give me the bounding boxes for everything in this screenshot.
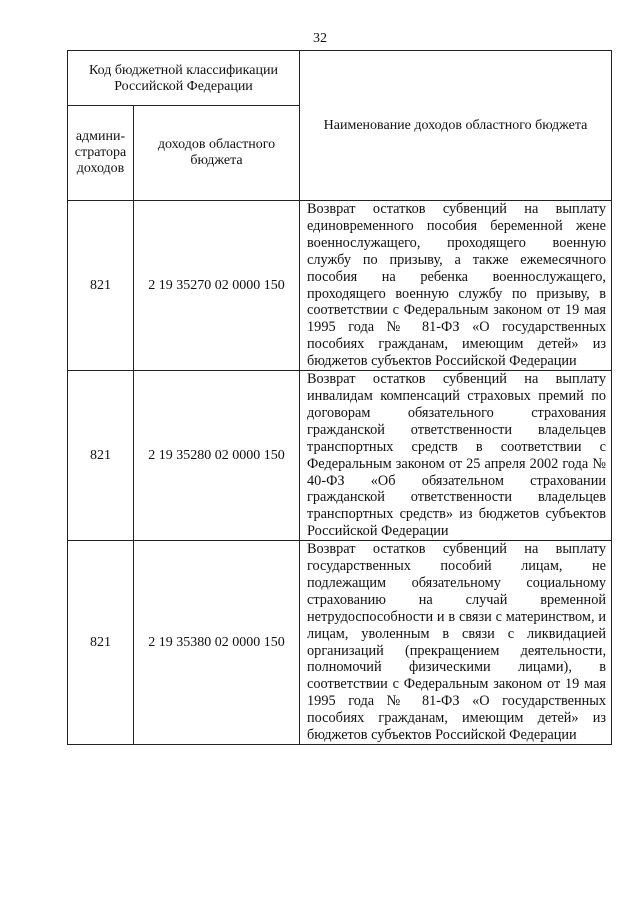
budget-classification-table: [67, 50, 612, 745]
header-income-name: Наименование доходов областного бюджета: [300, 51, 612, 201]
administrator-code-cell: 821: [68, 371, 134, 541]
income-code-cell: 2 19 35280 02 0000 150: [134, 371, 300, 541]
income-name-cell: Возврат остатков субвенций на выплату государственных пособий лицам, не подлежащим обязательному социальному страхованию на случай временной нетрудоспособности и в связи с материнством, и лицам, уволенным в связи с ликвидацией организаций (прекращением деятельности, полномочий физическими лицами), в соответствии с Федеральным законом от 19 мая 1995 года № 81-ФЗ «О государственных пособиях гражданам, имеющим детей» из бюджетов субъектов Российской Федерации: [300, 541, 612, 745]
income-code-cell: 2 19 35380 02 0000 150: [134, 541, 300, 745]
table-row: [68, 201, 612, 371]
header-income-code: доходов областного бюджета: [134, 106, 300, 201]
income-code-cell: 2 19 35270 02 0000 150: [134, 201, 300, 371]
header-budget-code-group: Код бюджетной классификации Российской Федерации: [68, 51, 300, 106]
page-number: 32: [313, 31, 327, 46]
administrator-code-cell: 821: [68, 541, 134, 745]
income-name-cell: Возврат остатков субвенций на выплату инвалидам компенсаций страховых премий по договорам обязательного страхования гражданской ответственности владельцев транспортных средств в соответствии с Федеральным законом от 25 апреля 2002 года № 40-ФЗ «Об обязательном страховании гражданской ответственности владельцев транспортных средств» из бюджетов субъектов Российской Федерации: [300, 371, 612, 541]
income-name-cell: Возврат остатков субвенций на выплату единовременного пособия беременной жене военнослужащего, проходящего военную службу по призыву, а также ежемесячного пособия на ребенка военнослужащего, проходящего военную службу по призыву, в соответствии с Федеральным законом от 19 мая 1995 года № 81-ФЗ «О государственных пособиях гражданам, имеющим детей» из бюджетов субъектов Российской Федерации: [300, 201, 612, 371]
administrator-code-cell: 821: [68, 201, 134, 371]
table-row: [68, 371, 612, 541]
header-row-group: [68, 51, 612, 106]
table-row: [68, 541, 612, 745]
header-administrator: админи-стратора доходов: [68, 106, 134, 201]
